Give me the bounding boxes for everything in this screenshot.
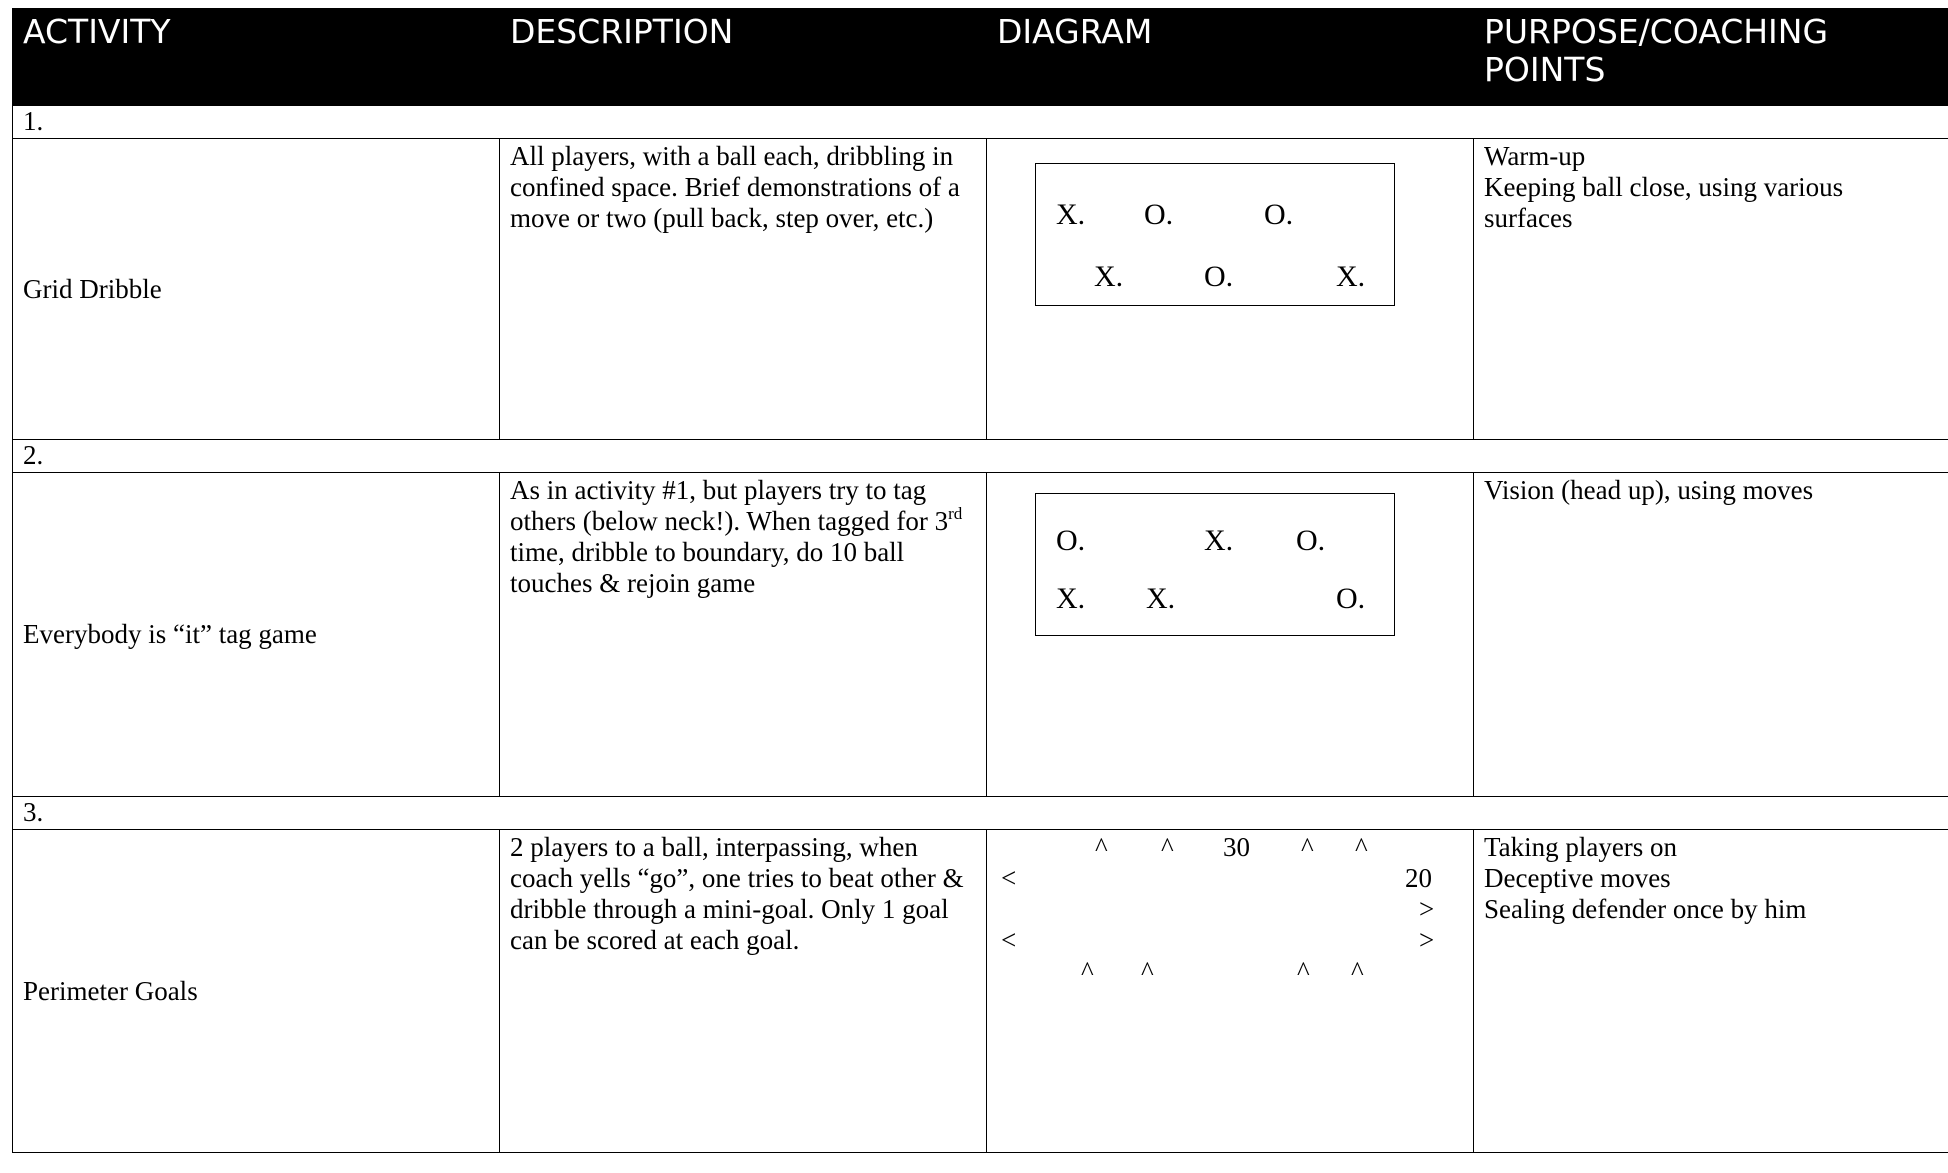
player-marker: O. — [1336, 582, 1366, 615]
activity-description: All players, with a ball each, dribbling in confined space. Brief demonstrations of a move or two (pull back, step over, etc.) — [500, 139, 987, 440]
header-purpose: PURPOSE/COACHING POINTS — [1474, 9, 1948, 106]
session-plan — [12, 8, 1948, 1173]
activity-name: Grid Dribble — [13, 139, 500, 440]
mini-goal-marker: ^ — [1301, 832, 1314, 862]
player-marker: X. — [1056, 198, 1086, 231]
header-row — [13, 9, 1948, 106]
header-description: DESCRIPTION — [500, 9, 987, 106]
player-marker: X. — [1336, 260, 1366, 293]
activity-row — [13, 473, 1948, 797]
activity-diagram — [987, 473, 1474, 797]
mini-goal-marker: > — [1419, 925, 1435, 955]
activity-description: As in activity #1, but players try to tag others (below neck!). When tagged for 3rd time, dribble to boundary, do 10 ball touches & rejoin game — [500, 473, 987, 797]
player-marker: O. — [1144, 198, 1174, 231]
activity-number: 1. — [13, 106, 1948, 139]
mini-goal-marker: ^ — [1081, 956, 1094, 986]
grid-area — [1035, 163, 1395, 306]
field-width-label: 30 — [1223, 832, 1250, 862]
activity-diagram — [987, 830, 1474, 1153]
player-marker: O. — [1264, 198, 1294, 231]
mini-goal-marker: < — [1001, 863, 1017, 893]
coaching-point: Sealing defender once by him — [1484, 894, 1807, 924]
player-marker: X. — [1146, 582, 1176, 615]
activity-purpose — [1474, 473, 1948, 797]
player-marker: O. — [1296, 524, 1326, 557]
activity-diagram — [987, 139, 1474, 440]
field-height-label: 20 — [1405, 863, 1432, 893]
mini-goal-marker: ^ — [1141, 956, 1154, 986]
activity-number: 2. — [13, 440, 1948, 473]
player-marker: O. — [1204, 260, 1234, 293]
mini-goal-marker: ^ — [1355, 832, 1368, 862]
mini-goal-marker: ^ — [1351, 956, 1364, 986]
coaching-point: Keeping ball close, using various surfaces — [1484, 172, 1844, 233]
activity-number-row — [13, 440, 1948, 473]
coaching-point: Deceptive moves — [1484, 863, 1671, 893]
session-plan-table — [12, 8, 1948, 1153]
coaching-point: Vision (head up), using moves — [1484, 475, 1814, 505]
activity-row — [13, 830, 1948, 1153]
activity-description: 2 players to a ball, interpassing, when coach yells “go”, one tries to beat other & dribble through a mini-goal. Only 1 goal can be scored at each goal. — [500, 830, 987, 1153]
activity-number-row — [13, 106, 1948, 139]
activity-purpose — [1474, 139, 1948, 440]
header-activity: ACTIVITY — [13, 9, 500, 106]
mini-goal-marker: > — [1419, 894, 1435, 924]
coaching-point: Taking players on — [1484, 832, 1678, 862]
activity-row — [13, 139, 1948, 440]
mini-goal-marker: < — [1001, 925, 1017, 955]
mini-goal-marker: ^ — [1161, 832, 1174, 862]
activity-number: 3. — [13, 797, 1948, 830]
activity-name: Perimeter Goals — [13, 830, 500, 1153]
mini-goal-marker: ^ — [1095, 832, 1108, 862]
player-marker: O. — [1056, 524, 1086, 557]
player-marker: X. — [1056, 582, 1086, 615]
grid-area — [1035, 493, 1395, 636]
activity-name: Everybody is “it” tag game — [13, 473, 500, 797]
activity-number-row — [13, 797, 1948, 830]
player-marker: X. — [1094, 260, 1124, 293]
player-marker: X. — [1204, 524, 1234, 557]
mini-goal-marker: ^ — [1297, 956, 1310, 986]
activity-purpose — [1474, 830, 1948, 1153]
header-diagram: DIAGRAM — [987, 9, 1474, 106]
coaching-point: Warm-up — [1484, 141, 1586, 171]
